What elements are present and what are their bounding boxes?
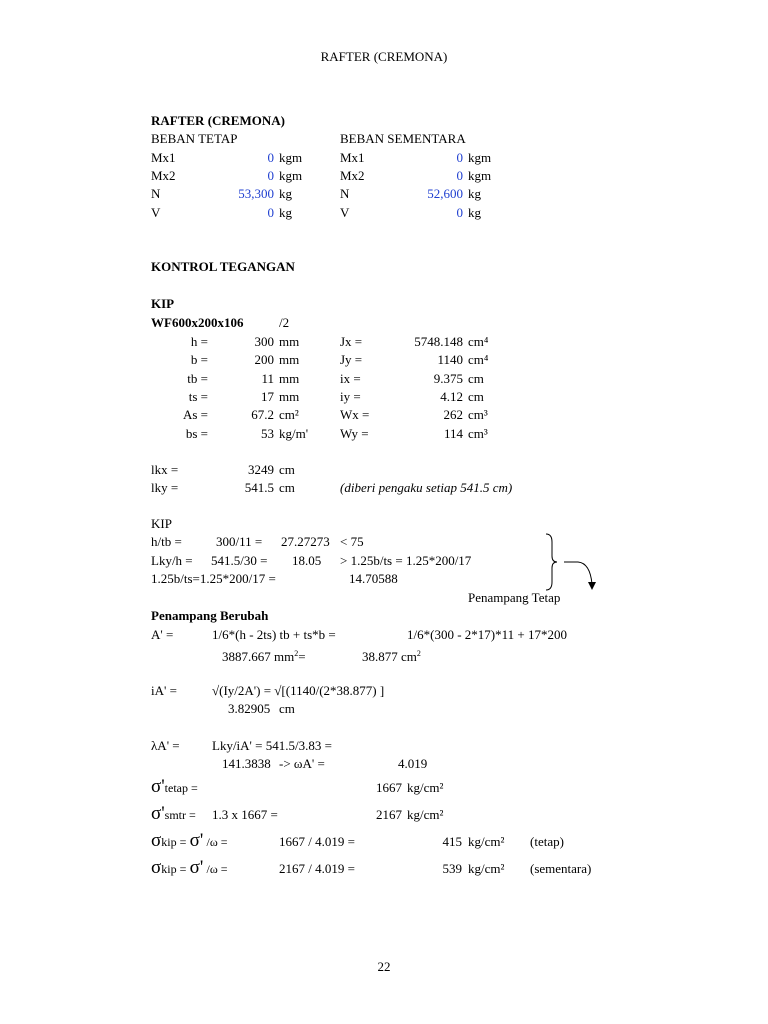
bt-unit: kgm	[279, 150, 303, 165]
ratio2-b: 541.5/30 =	[211, 553, 268, 568]
sigma-symbol: σ	[151, 857, 162, 878]
aprime-formula: 1/6*(h - 2ts) tb + ts*b =	[212, 627, 336, 642]
prop-unit: cm⁴	[468, 352, 489, 367]
page-number: 22	[377, 959, 391, 974]
prop-value: 53	[261, 426, 274, 441]
aprime-mm-exp: 2	[294, 649, 299, 658]
aprime-value-cm: 38.877	[362, 649, 398, 664]
prop-unit: cm²	[279, 407, 299, 422]
sig-kip1-note: (tetap)	[530, 834, 564, 849]
prop-label: ix =	[340, 371, 361, 386]
prop-unit: mm	[279, 389, 300, 404]
sig-kip1-value: 415	[442, 834, 462, 849]
ratio1-c: 27.27273	[281, 534, 330, 549]
sig-kip1-unit: kg/cm²	[468, 834, 505, 849]
ia-label: iA' =	[151, 683, 177, 698]
prop-unit: mm	[279, 352, 300, 367]
prop-value: 11	[261, 371, 274, 386]
sig-tetap-unit: kg/cm²	[407, 780, 444, 795]
sigma-prime-symbol: σ'	[151, 776, 165, 797]
prop-label: h =	[190, 334, 208, 349]
beban-sementara-title: BEBAN SEMENTARA	[340, 131, 466, 146]
prop-label: Jy =	[340, 352, 363, 367]
bs-value: 0	[456, 168, 463, 183]
sig-kip2-note: (sementara)	[530, 861, 592, 876]
ratio1-b: 300/11 =	[216, 534, 263, 549]
sigma-symbol: σ	[151, 830, 162, 851]
bt-label: Mx2	[151, 168, 176, 183]
prop-unit: cm	[468, 389, 484, 404]
aprime-cm-row	[362, 646, 421, 664]
prop-label: iy =	[340, 389, 361, 404]
prop-label: Wy =	[340, 426, 369, 441]
bs-unit: kg	[468, 205, 481, 220]
bt-value: 53,300	[238, 186, 274, 201]
sig-kip2-value: 539	[442, 861, 462, 876]
bt-label: N	[151, 186, 161, 201]
aprime-value-mm: 3887.667	[222, 649, 271, 664]
page-header: RAFTER (CREMONA)	[320, 49, 448, 64]
lambda-label: λA' =	[151, 738, 180, 753]
profile-name: WF600x200x106	[151, 315, 244, 330]
lambda-arrow: -> ωA' =	[279, 756, 325, 771]
sig-smtr-unit: kg/cm²	[407, 807, 444, 822]
ratio3-c: 14.70588	[349, 571, 398, 586]
kontrol-title: KONTROL TEGANGAN	[151, 259, 295, 274]
sig-kip1-sub: kip =	[161, 835, 187, 849]
prop-label: Wx =	[340, 407, 370, 422]
sig-smtr-expr: 1.3 x 1667 =	[212, 807, 278, 822]
section-title: RAFTER (CREMONA)	[151, 113, 285, 128]
sig-smtr-label	[151, 803, 196, 826]
prop-unit: cm³	[468, 426, 488, 441]
ratio3-a: 1.25b/ts=1.25*200/17 =	[151, 571, 276, 586]
lk-label: lky =	[151, 480, 179, 495]
aprime-unit-mm: mm	[274, 649, 295, 664]
sig-kip2-label	[151, 857, 228, 880]
ia-unit: cm	[279, 701, 295, 716]
aprime-eq: =	[298, 649, 306, 664]
prop-value: 1140	[437, 352, 463, 367]
sig-tetap-sub: tetap =	[164, 781, 198, 795]
prop-unit: cm³	[468, 407, 488, 422]
ia-value: 3.82905	[228, 701, 271, 716]
prop-value: 4.12	[440, 389, 463, 404]
aprime-expr: 1/6*(300 - 2*17)*11 + 17*200	[407, 627, 567, 642]
lk-value: 3249	[248, 462, 274, 477]
brace-arrow-icon	[540, 532, 604, 594]
prop-value: 262	[443, 407, 463, 422]
ratio2-d: > 1.25b/ts = 1.25*200/17	[340, 553, 472, 568]
sig-kip2-unit: kg/cm²	[468, 861, 505, 876]
aprime-unit-cm: cm	[401, 649, 417, 664]
sigma-prime-symbol: σ'	[189, 830, 204, 851]
prop-unit: kg/m'	[279, 426, 309, 441]
sig-kip1-label	[151, 830, 228, 853]
aprime-label: A' =	[151, 627, 174, 642]
bt-value: 0	[267, 150, 274, 165]
prop-value: 200	[254, 352, 274, 367]
prop-value: 17	[261, 389, 274, 404]
sigma-prime-symbol: σ'	[189, 857, 204, 878]
lk-unit: cm	[279, 462, 295, 477]
ia-formula: √(Iy/2A') = √[(1140/(2*38.877) ]	[212, 683, 385, 698]
bs-value: 0	[456, 150, 463, 165]
prop-label: As =	[182, 407, 208, 422]
bt-unit: kgm	[279, 168, 303, 183]
sig-kip2-div: /ω =	[206, 862, 228, 876]
lk-note: (diberi pengaku setiap 541.5 cm)	[340, 480, 513, 495]
prop-label: Jx =	[340, 334, 363, 349]
prop-label: tb =	[187, 371, 208, 386]
aprime-cm-exp: 2	[416, 649, 421, 658]
bs-label: N	[340, 186, 350, 201]
ratio1-d: < 75	[340, 534, 364, 549]
prop-unit: cm	[468, 371, 484, 386]
ratio2-c: 18.05	[292, 553, 322, 568]
bt-label: V	[151, 205, 161, 220]
bs-unit: kgm	[468, 150, 492, 165]
lambda-value: 141.3838	[222, 756, 271, 771]
sig-kip2-expr: 2167 / 4.019 =	[279, 861, 355, 876]
bt-unit: kg	[279, 205, 292, 220]
prop-label: b =	[190, 352, 208, 367]
bs-value: 0	[456, 205, 463, 220]
prop-value: 5748.148	[414, 334, 463, 349]
lk-unit: cm	[279, 480, 295, 495]
sig-kip2-sub: kip =	[161, 862, 187, 876]
bs-label: Mx2	[340, 168, 365, 183]
sig-kip1-expr: 1667 / 4.019 =	[279, 834, 355, 849]
beban-tetap-title: BEBAN TETAP	[151, 131, 238, 146]
sig-tetap-label	[151, 776, 198, 799]
lambda-formula: Lky/iA' = 541.5/3.83 =	[212, 738, 332, 753]
prop-unit: mm	[279, 334, 300, 349]
prop-unit: mm	[279, 371, 300, 386]
prop-value: 114	[443, 426, 463, 441]
prop-value: 9.375	[433, 371, 463, 386]
penampang-tetap: Penampang Tetap	[468, 590, 561, 605]
prop-label: ts =	[188, 389, 208, 404]
bs-value: 52,600	[427, 186, 463, 201]
kip2-title: KIP	[151, 516, 172, 531]
sigma-prime-symbol: σ'	[151, 803, 165, 824]
lambda-omega: 4.019	[398, 756, 428, 771]
lk-label: lkx =	[151, 462, 179, 477]
bt-value: 0	[267, 205, 274, 220]
lk-value: 541.5	[244, 480, 274, 495]
bs-unit: kgm	[468, 168, 492, 183]
ratio2-a: Lky/h =	[151, 553, 193, 568]
bt-unit: kg	[279, 186, 292, 201]
sig-tetap-value: 1667	[376, 780, 402, 795]
bt-value: 0	[267, 168, 274, 183]
prop-label: bs =	[185, 426, 208, 441]
bt-label: Mx1	[151, 150, 176, 165]
penampang-berubah: Penampang Berubah	[151, 608, 269, 623]
bs-label: V	[340, 205, 350, 220]
prop-value: 67.2	[251, 407, 274, 422]
bs-unit: kg	[468, 186, 481, 201]
aprime-mm-row	[222, 646, 306, 664]
prop-unit: cm⁴	[468, 334, 489, 349]
ratio1-a: h/tb =	[151, 534, 182, 549]
bs-label: Mx1	[340, 150, 365, 165]
sig-smtr-sub: smtr =	[164, 808, 196, 822]
prop-value: 300	[254, 334, 274, 349]
sig-smtr-value: 2167	[376, 807, 402, 822]
profile-note: /2	[279, 315, 290, 330]
kip-title: KIP	[151, 296, 175, 311]
sig-kip1-div: /ω =	[206, 835, 228, 849]
